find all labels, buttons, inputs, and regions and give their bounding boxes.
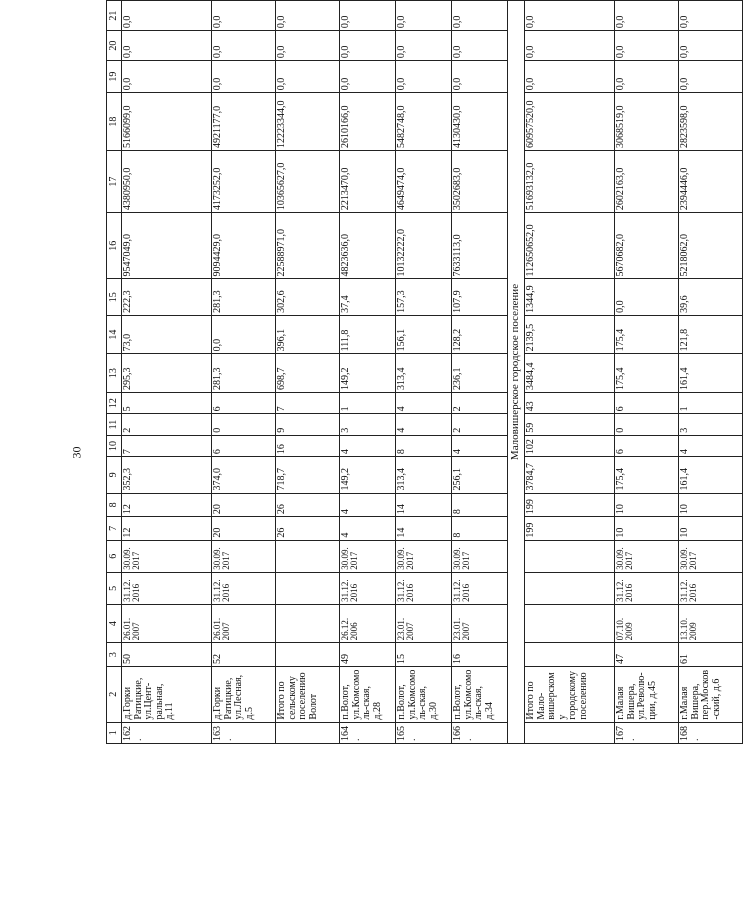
table-cell: 26	[276, 493, 340, 517]
table-cell	[276, 604, 340, 643]
table-cell: 10	[679, 493, 743, 517]
table-cell: 9094429,0	[212, 213, 276, 279]
table-cell: 107,9	[452, 279, 508, 315]
table-cell: 5482748,0	[396, 93, 452, 151]
table-cell: 352,3	[122, 457, 212, 493]
table-cell: 10365627,0	[276, 151, 340, 213]
table-cell: 175,4	[615, 354, 679, 393]
table-cell	[276, 572, 340, 604]
table-cell: 31.12. 2016	[340, 572, 396, 604]
table-cell: 2	[122, 414, 212, 435]
table-cell: 13.10. 2009	[679, 604, 743, 643]
table-cell: 1	[679, 392, 743, 413]
table-cell: 0,0	[525, 61, 615, 93]
table-cell: 4649474,0	[396, 151, 452, 213]
table-cell: 23.01. 2007	[452, 604, 508, 643]
table-cell: 128,2	[452, 315, 508, 354]
table-cell: 12	[122, 493, 212, 517]
section-row	[508, 1, 525, 744]
table-cell: 0,0	[679, 31, 743, 61]
table-cell: д.Горки Ратицкие, ул.Лесная, д.5	[212, 666, 276, 722]
table-cell: 0,0	[615, 279, 679, 315]
table-cell: 2	[452, 392, 508, 413]
table-cell: 4	[340, 435, 396, 456]
table-cell: 10	[615, 517, 679, 541]
table-cell: 167.	[615, 722, 679, 743]
table-cell: 20	[212, 517, 276, 541]
column-number: 21	[107, 1, 122, 31]
table-cell: 0,0	[122, 61, 212, 93]
table-cell: 12	[122, 517, 212, 541]
table-cell: 102	[525, 435, 615, 456]
table-cell: 0,0	[525, 31, 615, 61]
table-cell: 175,4	[615, 457, 679, 493]
table-cell: 2602163,0	[615, 151, 679, 213]
table-cell: 281,3	[212, 354, 276, 393]
table-cell: 6	[615, 392, 679, 413]
table-cell: 256,1	[452, 457, 508, 493]
table-cell: 0,0	[340, 61, 396, 93]
table-cell: 52	[212, 643, 276, 667]
table-cell: 5218062,0	[679, 213, 743, 279]
column-number: 11	[107, 414, 122, 435]
table-cell: 31.12. 2016	[396, 572, 452, 604]
column-number: 13	[107, 354, 122, 393]
table-cell: 2139,5	[525, 315, 615, 354]
column-number: 4	[107, 604, 122, 643]
column-number: 19	[107, 61, 122, 93]
column-number: 1	[107, 722, 122, 743]
table-cell: 7633113,0	[452, 213, 508, 279]
table-row	[679, 1, 743, 744]
table-cell: 2823598,0	[679, 93, 743, 151]
table-cell: д.Горки Ратицкие, ул.Цент-ральная, д.11	[122, 666, 212, 722]
column-number: 6	[107, 540, 122, 572]
table-body	[107, 1, 743, 744]
table-cell: 199	[525, 493, 615, 517]
table-cell: 20	[212, 493, 276, 517]
table-cell: 3	[679, 414, 743, 435]
table-cell: 10	[615, 493, 679, 517]
column-number: 16	[107, 213, 122, 279]
table-cell: 0,0	[396, 1, 452, 31]
table-cell: 8	[452, 517, 508, 541]
table-cell: 51693132,0	[525, 151, 615, 213]
table-cell: 0,0	[679, 1, 743, 31]
table-cell: 165.	[396, 722, 452, 743]
page-number: 30	[69, 446, 84, 459]
table-cell: 26.12. 2006	[340, 604, 396, 643]
table-cell: 07.10. 2009	[615, 604, 679, 643]
table-cell: 313,4	[396, 354, 452, 393]
table-cell: 7	[276, 392, 340, 413]
column-number: 14	[107, 315, 122, 354]
table-cell: 3068519,0	[615, 93, 679, 151]
table-row	[525, 1, 615, 744]
table-cell: 30.09. 2017	[396, 540, 452, 572]
table-row	[452, 1, 508, 744]
table-cell: п.Волот, ул.Комсомоль-ская, д.30	[396, 666, 452, 722]
column-number: 12	[107, 392, 122, 413]
table-cell: 2610166,0	[340, 93, 396, 151]
table-cell: 15	[396, 643, 452, 667]
table-cell: 164.	[340, 722, 396, 743]
column-number: 17	[107, 151, 122, 213]
table-cell: 31.12. 2016	[679, 572, 743, 604]
table-cell: 313,4	[396, 457, 452, 493]
table-cell: 30.09. 2017	[615, 540, 679, 572]
table-cell	[276, 540, 340, 572]
table-cell: Итого по Мало-вишерскому городскому поселению	[525, 666, 615, 722]
table-cell: 295,3	[122, 354, 212, 393]
table-cell	[525, 572, 615, 604]
table-cell: 10132222,0	[396, 213, 452, 279]
table-cell: 718,7	[276, 457, 340, 493]
table-cell: 121,8	[679, 315, 743, 354]
table-cell: 396,1	[276, 315, 340, 354]
table-cell: 3502683,0	[452, 151, 508, 213]
table-cell	[525, 722, 615, 743]
table-cell: 61	[679, 643, 743, 667]
table-row	[276, 1, 340, 744]
table-cell: 1344,9	[525, 279, 615, 315]
table-cell: 2213470,0	[340, 151, 396, 213]
column-number: 20	[107, 31, 122, 61]
table-cell	[276, 643, 340, 667]
housing-table	[106, 0, 743, 744]
table-row	[122, 1, 212, 744]
table-cell: 0,0	[212, 31, 276, 61]
table-cell: 16	[276, 435, 340, 456]
table-cell: 0,0	[340, 31, 396, 61]
table-cell: 374,0	[212, 457, 276, 493]
table-cell: 0,0	[276, 61, 340, 93]
table-cell: 60957520,0	[525, 93, 615, 151]
table-cell: 302,6	[276, 279, 340, 315]
table-cell: 163.	[212, 722, 276, 743]
table-cell: п.Волот, ул.Комсомоль-ская, д.28	[340, 666, 396, 722]
table-cell: Итого по сельскому поселению Волот	[276, 666, 340, 722]
table-cell: 199	[525, 517, 615, 541]
table-cell: 161,4	[679, 354, 743, 393]
table-cell: 4921177,0	[212, 93, 276, 151]
table-cell: 175,4	[615, 315, 679, 354]
table-cell: 7	[122, 435, 212, 456]
table-cell: 16	[452, 643, 508, 667]
table-cell: 156,1	[396, 315, 452, 354]
table-cell: 23.01. 2007	[396, 604, 452, 643]
table-cell: 4	[396, 414, 452, 435]
table-row	[340, 1, 396, 744]
table-cell: 0,0	[615, 61, 679, 93]
table-cell	[525, 540, 615, 572]
table-cell: 0,0	[615, 31, 679, 61]
table-cell: г.Малая Вишера, пер.Москов-ский, д.6	[679, 666, 743, 722]
column-number: 8	[107, 493, 122, 517]
table-cell: 59	[525, 414, 615, 435]
table-cell: 8	[396, 435, 452, 456]
table-cell: 0,0	[396, 61, 452, 93]
table-cell: 168.	[679, 722, 743, 743]
table-cell: 9547049,0	[122, 213, 212, 279]
table-cell: 0,0	[396, 31, 452, 61]
table-cell: 8	[452, 493, 508, 517]
table-row	[615, 1, 679, 744]
table-cell: 166.	[452, 722, 508, 743]
column-number: 7	[107, 517, 122, 541]
table-cell: 4173252,0	[212, 151, 276, 213]
table-cell: 0,0	[679, 61, 743, 93]
table-cell: 43	[525, 392, 615, 413]
table-cell: 73,0	[122, 315, 212, 354]
table-cell: 4	[340, 493, 396, 517]
table-cell: 5166099,0	[122, 93, 212, 151]
table-cell: 0,0	[212, 1, 276, 31]
table-cell: 157,3	[396, 279, 452, 315]
table-cell: 4	[340, 517, 396, 541]
table-cell: 31.12. 2016	[615, 572, 679, 604]
table-cell: 3484,4	[525, 354, 615, 393]
table-cell: 26.01. 2007	[212, 604, 276, 643]
column-number: 2	[107, 666, 122, 722]
table-cell: 22588971,0	[276, 213, 340, 279]
table-cell: 4	[452, 435, 508, 456]
table-cell: 30.09. 2017	[340, 540, 396, 572]
table-cell: г.Малая Вишера, ул.Револю-ции, д.45	[615, 666, 679, 722]
table-cell: 0,0	[340, 1, 396, 31]
table-cell: 6	[212, 435, 276, 456]
table-cell: 3	[340, 414, 396, 435]
table-cell: 6	[615, 435, 679, 456]
table-cell: 162.	[122, 722, 212, 743]
table-cell: 698,7	[276, 354, 340, 393]
table-cell: 161,4	[679, 457, 743, 493]
table-cell: 222,3	[122, 279, 212, 315]
table-cell: 4130430,0	[452, 93, 508, 151]
table-cell: 0,0	[212, 315, 276, 354]
table-cell: 26	[276, 517, 340, 541]
table-cell: 0,0	[452, 61, 508, 93]
table-cell: 31.12. 2016	[212, 572, 276, 604]
table-cell: 10	[679, 517, 743, 541]
table-cell: 0,0	[525, 1, 615, 31]
table-cell: 50	[122, 643, 212, 667]
section-title: Маловишерское городское поселение	[508, 1, 525, 744]
table-cell	[525, 643, 615, 667]
table-cell	[525, 604, 615, 643]
table-cell: 0	[212, 414, 276, 435]
table-cell: 26.01. 2007	[122, 604, 212, 643]
table-cell: 47	[615, 643, 679, 667]
table-cell: 4	[679, 435, 743, 456]
table-cell: 39,6	[679, 279, 743, 315]
table-cell	[276, 722, 340, 743]
column-number: 3	[107, 643, 122, 667]
table-cell: 3784,7	[525, 457, 615, 493]
table-cell: 5	[122, 392, 212, 413]
table-cell: 0,0	[452, 31, 508, 61]
column-number: 15	[107, 279, 122, 315]
table-cell: 5670682,0	[615, 213, 679, 279]
column-number: 10	[107, 435, 122, 456]
table-cell: 0	[615, 414, 679, 435]
rotated-table-wrapper	[106, 0, 722, 744]
table-cell: 0,0	[212, 61, 276, 93]
table-cell: 111,8	[340, 315, 396, 354]
table-cell: 281,3	[212, 279, 276, 315]
column-number: 5	[107, 572, 122, 604]
table-cell: 0,0	[615, 1, 679, 31]
table-cell: 6	[212, 392, 276, 413]
table-cell: 14	[396, 493, 452, 517]
table-cell: 30.09. 2017	[679, 540, 743, 572]
table-cell: 149,2	[340, 457, 396, 493]
table-cell: 4380950,0	[122, 151, 212, 213]
table-cell: 1	[340, 392, 396, 413]
table-cell: 31.12. 2016	[452, 572, 508, 604]
table-cell: 9	[276, 414, 340, 435]
table-cell: 49	[340, 643, 396, 667]
table-cell: 112650652,0	[525, 213, 615, 279]
column-number: 9	[107, 457, 122, 493]
table-cell: 12223344,0	[276, 93, 340, 151]
table-row	[212, 1, 276, 744]
table-cell: 14	[396, 517, 452, 541]
table-cell: 4823636,0	[340, 213, 396, 279]
table-cell: 0,0	[276, 31, 340, 61]
table-cell: 2	[452, 414, 508, 435]
table-cell: 149,2	[340, 354, 396, 393]
table-row	[396, 1, 452, 744]
table-cell: 0,0	[452, 1, 508, 31]
table-cell: 4	[396, 392, 452, 413]
table-cell: 0,0	[276, 1, 340, 31]
column-number: 18	[107, 93, 122, 151]
column-number-row	[107, 1, 122, 744]
table-cell: 31.12. 2016	[122, 572, 212, 604]
table-cell: 0,0	[122, 1, 212, 31]
table-cell: 236,1	[452, 354, 508, 393]
table-cell: 37,4	[340, 279, 396, 315]
table-cell: 2394446,0	[679, 151, 743, 213]
table-cell: 30.09. 2017	[452, 540, 508, 572]
table-cell: п.Волот, ул.Комсомоль-ская, д.34	[452, 666, 508, 722]
table-cell: 30.09. 2017	[122, 540, 212, 572]
table-cell: 30.09. 2017	[212, 540, 276, 572]
table-cell: 0,0	[122, 31, 212, 61]
